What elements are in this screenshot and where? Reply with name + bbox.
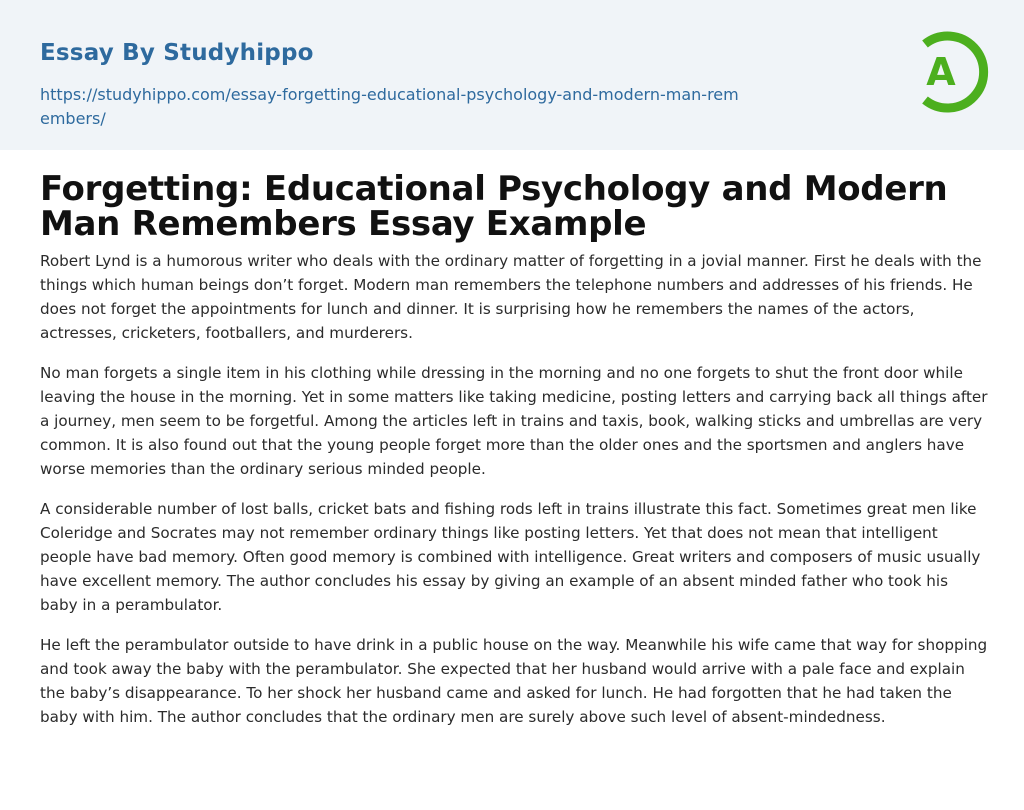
essay-body [40, 249, 990, 745]
page-title: Forgetting: Educational Psychology and Modern Man Remembers Essay Example [40, 169, 948, 244]
essay-paragraph: A considerable number of lost balls, cricket bats and fishing rods left in trains illustrate this fact. Sometimes great men like Coleridge and Socrates may not remember ordinary things like posting letters. Yet that does not mean that intelligent people have bad memory. Often good memory is combined with intelligence. Great writers and composers of music usually have excellent memory. The author concludes his essay by giving an example of an absent minded father who took his baby in a perambulator. [40, 500, 981, 614]
essay-paragraph: No man forgets a single item in his clothing while dressing in the morning and no one forgets to shut the front door while leaving the house in the morning. Yet in some matters like taking medicine, posting letters and carrying back all things after a journey, men seem to be forgetful. Among the articles left in trains and taxis, book, walking sticks and umbrellas are very common. It is also found out that the young people forget more than the older ones and the sportsmen and anglers have worse memories than the ordinary serious minded people. [40, 364, 988, 478]
site-header [0, 0, 1024, 150]
essay-paragraph: He left the perambulator outside to have drink in a public house on the way. Meanwhile his wife came that way for shopping and took away the baby with the perambulator. She expected that her husband would arrive with a pale face and explain the baby’s disappearance. To her shock her husband came and asked for lunch. He had forgotten that he had taken the baby with him. The author concludes that the ordinary men are surely above such level of absent-mindedness. [40, 636, 988, 726]
essay-paragraph: Robert Lynd is a humorous writer who deals with the ordinary matter of forgetting in a jovial manner. First he deals with the things which human beings don’t forget. Modern man remembers the telephone numbers and addresses of his friends. He does not forget the appointments for lunch and dinner. It is surprising how he remembers the names of the actors, actresses, cricketers, footballers, and murderers. [40, 252, 982, 342]
site-brand[interactable]: Essay By Studyhippo [40, 40, 314, 66]
source-url-link[interactable]: https://studyhippo.com/essay-forgetting-educational-psychology-and-modern-man-remembers/ [40, 85, 739, 128]
studyhippo-logo-icon[interactable] [905, 28, 991, 116]
logo-letter: A [926, 50, 956, 94]
